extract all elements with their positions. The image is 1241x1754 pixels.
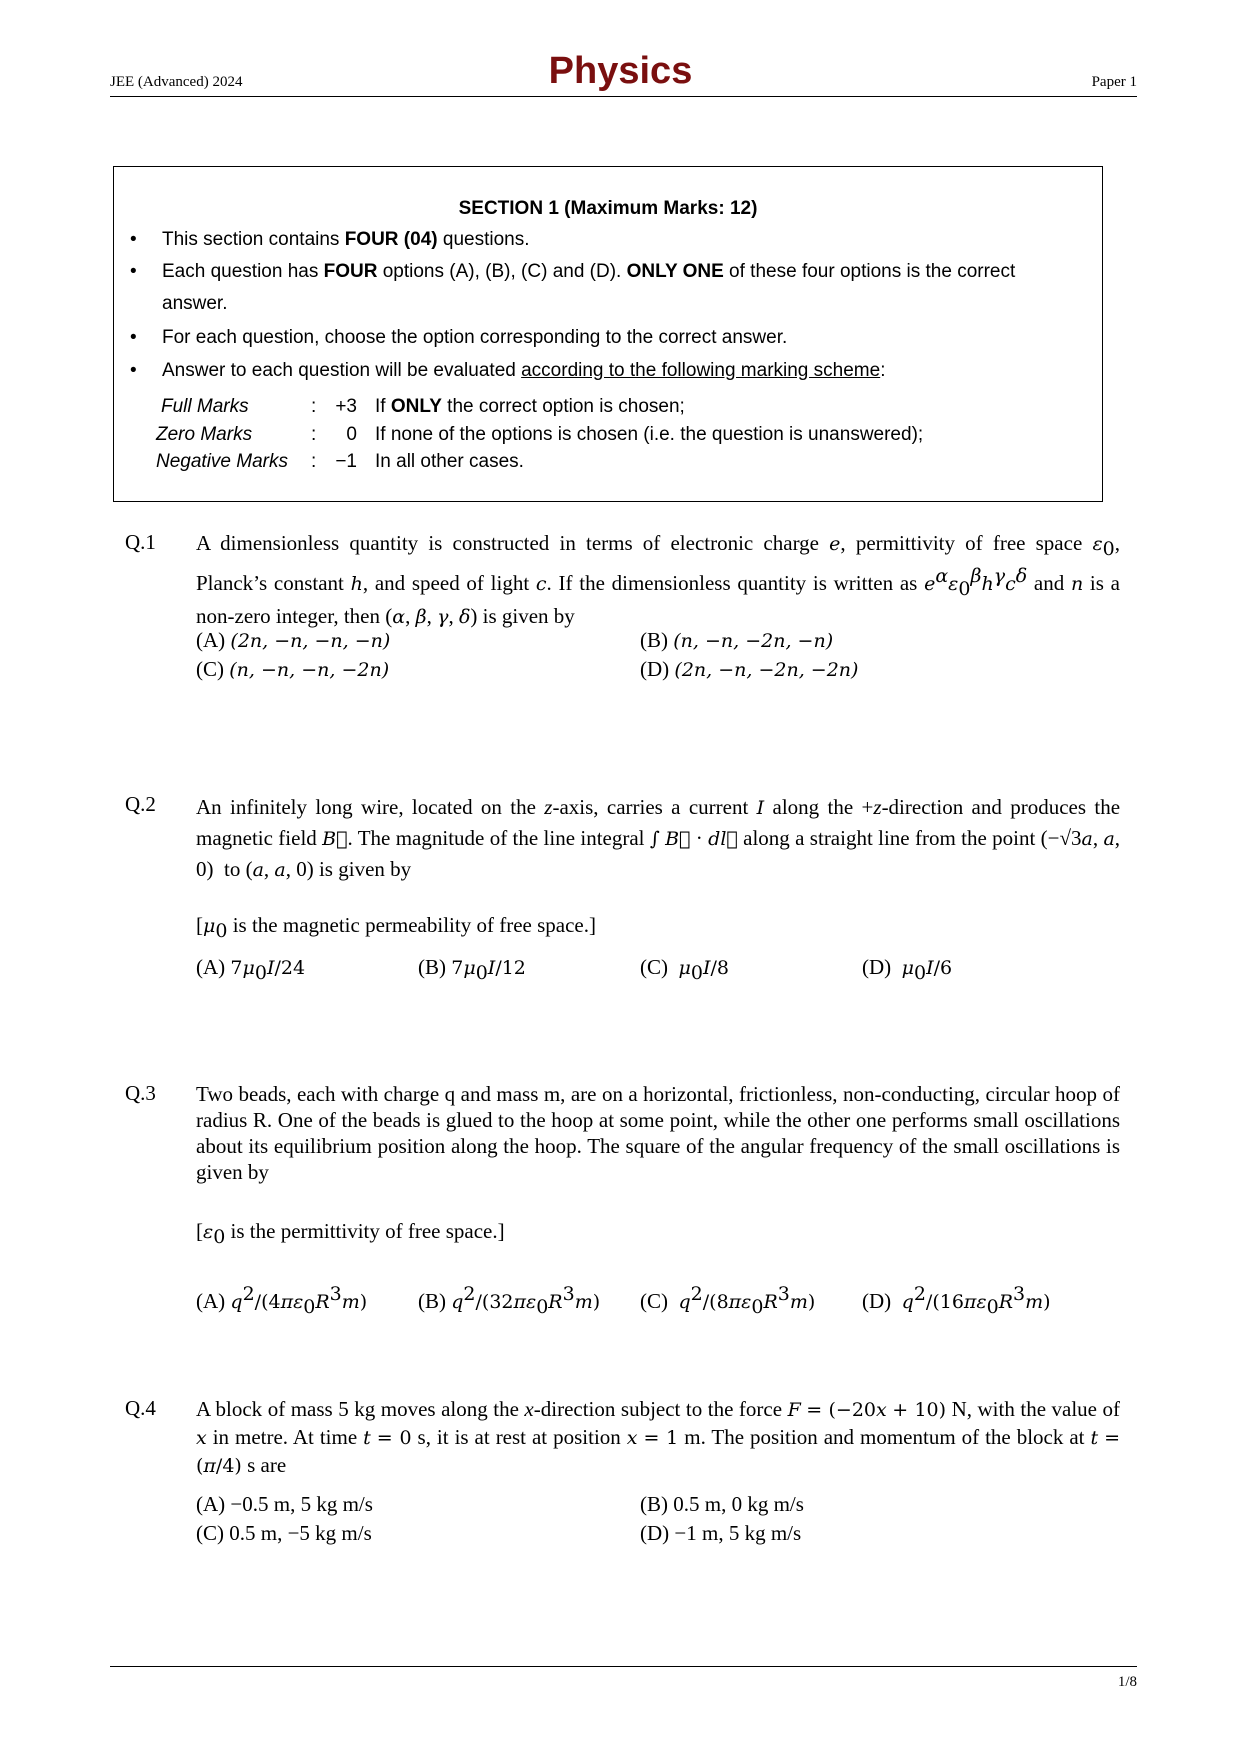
instruction-bullet-4: • Answer to each question will be evaluated according to the following marking scheme:	[162, 355, 1082, 387]
scheme-full-value: +3	[335, 396, 357, 417]
page-number: 1/8	[1117, 1674, 1137, 1690]
bullet-icon: •	[130, 327, 137, 348]
option-d[interactable]: (D) (2n, −n, −2n, −2n)	[640, 657, 859, 681]
option-b[interactable]: (B) $7\mu_0I/12$	[418, 955, 526, 985]
scheme-negative-value: −1	[335, 451, 357, 472]
instruction-bullet-3: • For each question, choose the option corresponding to the correct answer.	[162, 322, 1082, 354]
question-4-text: A block of mass 5 kg moves along the x-direction subject to the force F = (−20x + 10) N, with the value of x in metre. At time t = 0 s, it is at rest at position x = 1 m. The position and momentum of the block at t = (π/4) s are	[196, 1397, 1121, 1477]
scheme-negative-label: Negative Marks	[156, 451, 288, 472]
paper-number: Paper 1	[1091, 74, 1137, 90]
section-instructions-box	[113, 166, 1103, 502]
option-a[interactable]: (A) $7\mu_0I/24$	[196, 955, 306, 985]
scheme-full-label: Full Marks	[161, 396, 249, 417]
scheme-negative-desc: In all other cases.	[375, 451, 524, 472]
option-c[interactable]: (C) $q^2/(8\pi\varepsilon_0R^3m)$	[640, 1283, 816, 1319]
option-a[interactable]: (A) (2n, −n, −n, −n)	[196, 628, 391, 652]
scheme-zero-label: Zero Marks	[156, 424, 253, 445]
bullet-icon: •	[130, 360, 137, 381]
bullet-icon: •	[130, 229, 137, 250]
option-d[interactable]: (D) −1 m, 5 kg m/s	[640, 1521, 802, 1545]
header-rule	[110, 96, 1137, 97]
scheme-zero-colon: :	[311, 424, 317, 445]
option-c[interactable]: (C) (n, −n, −n, −2n)	[196, 657, 390, 681]
option-b[interactable]: (B) 0.5 m, 0 kg m/s	[640, 1492, 804, 1516]
option-a[interactable]: (A) −0.5 m, 5 kg m/s	[196, 1492, 373, 1516]
bullet-icon: •	[130, 261, 137, 282]
instruction-bullet-1: • This section contains FOUR (04) questions.	[162, 224, 1082, 256]
option-a[interactable]: (A) $q^2/(4\pi\varepsilon_0R^3m)$	[196, 1283, 368, 1319]
question-number: Q.4	[125, 1396, 156, 1420]
question-2-text: An infinitely long wire, located on the z-axis, carries a current I along the +z-direction and produces the magnetic field B⃗. The magnitude of the line integral ∫ B⃗ · dl⃗ along a straight line from the point (−√3a, a, 0) to (a, a, 0) is given by	[196, 795, 1121, 881]
question-number: Q.3	[125, 1081, 156, 1105]
question-3-note: [$\varepsilon_0$ is the permittivity of free space.]	[196, 1219, 505, 1249]
section-title: SECTION 1 (Maximum Marks: 12)	[458, 198, 758, 219]
question-3-text: Two beads, each with charge q and mass m, are on a horizontal, frictionless, non-conducting, circular hoop of radius R. One of the beads is glued to the hoop at some point, while the other one performs small oscillations about its equilibrium position along the hoop. The square of the angular frequency of the small oscillations is given by	[196, 1082, 1120, 1184]
option-d[interactable]: (D) $\mu_0I/6$	[862, 955, 953, 985]
option-c[interactable]: (C) 0.5 m, −5 kg m/s	[196, 1521, 372, 1545]
page-title: Physics	[548, 50, 693, 92]
option-b[interactable]: (B) $q^2/(32\pi\varepsilon_0R^3m)$	[418, 1283, 601, 1319]
option-d[interactable]: (D) $q^2/(16\pi\varepsilon_0R^3m)$	[862, 1283, 1051, 1319]
instruction-bullet-2: • Each question has FOUR options (A), (B), (C) and (D). ONLY ONE of these four options is the correct answer.	[162, 256, 1082, 320]
option-c[interactable]: (C) $\mu_0I/8$	[640, 955, 729, 985]
scheme-full-desc: If ONLY the correct option is chosen;	[375, 396, 685, 417]
question-number: Q.2	[125, 792, 156, 816]
exam-name: JEE (Advanced) 2024	[110, 74, 243, 90]
question-1-text: A dimensionless quantity is constructed in terms of electronic charge e, permittivity of free space $\varepsilon_0$, Planck’s constant h, and speed of light c. If the dimensionless quantity is written as $e^\alpha\varepsilon_0^\beta h^\gamma c^\delta$ and n is a non-zero integer, then (α, β, γ, δ) is given by	[196, 531, 1120, 629]
question-2-note: [$\mu_0$ is the magnetic permeability of free space.]	[196, 913, 596, 943]
question-number: Q.1	[125, 530, 156, 554]
option-b[interactable]: (B) (n, −n, −2n, −n)	[640, 628, 834, 652]
scheme-zero-value: 0	[346, 424, 357, 445]
scheme-zero-desc: If none of the options is chosen (i.e. the question is unanswered);	[375, 424, 924, 445]
footer-rule	[110, 1666, 1137, 1667]
scheme-full-colon: :	[311, 396, 317, 417]
scheme-negative-colon: :	[311, 451, 317, 472]
